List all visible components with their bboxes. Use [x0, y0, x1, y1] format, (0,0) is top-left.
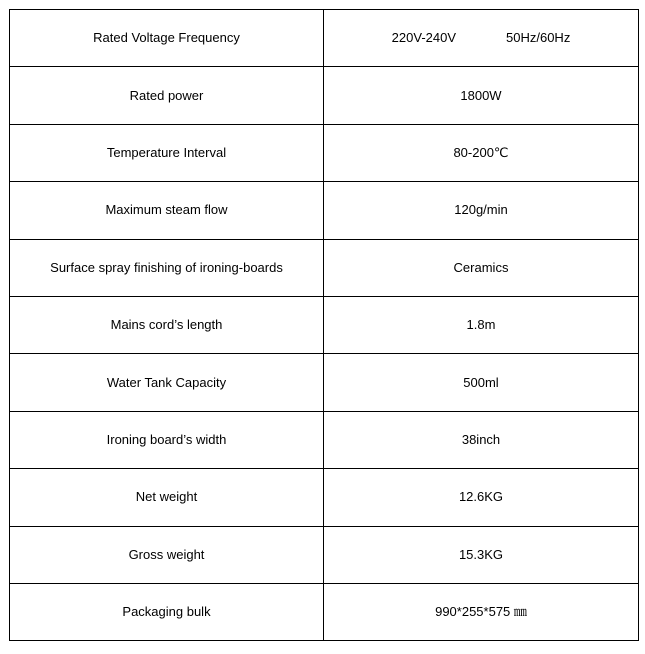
table-row	[10, 67, 639, 124]
spec-value: 15.3KG	[324, 526, 639, 583]
spec-value: Ceramics	[324, 239, 639, 296]
spec-value	[324, 10, 639, 67]
spec-label: Packaging bulk	[10, 583, 324, 640]
spec-value: 500ml	[324, 354, 639, 411]
spec-value: 1800W	[324, 67, 639, 124]
table-row	[10, 10, 639, 67]
spec-label: Ironing board’s width	[10, 411, 324, 468]
spec-label: Temperature Interval	[10, 124, 324, 181]
table-row	[10, 526, 639, 583]
table-row	[10, 124, 639, 181]
voltage-value: 220V-240V	[391, 30, 457, 46]
table-row	[10, 239, 639, 296]
spec-value: 80-200℃	[324, 124, 639, 181]
spec-label: Water Tank Capacity	[10, 354, 324, 411]
frequency-value: 50Hz/60Hz	[506, 30, 571, 46]
spec-label: Surface spray finishing of ironing-boards	[10, 239, 324, 296]
spec-label: Net weight	[10, 469, 324, 526]
table-row	[10, 469, 639, 526]
spec-value: 1.8m	[324, 296, 639, 353]
spec-value: 990*255*575 ㎜	[324, 583, 639, 640]
spec-label: Maximum steam flow	[10, 182, 324, 239]
spec-label: Rated power	[10, 67, 324, 124]
spec-value: 120g/min	[324, 182, 639, 239]
table-row	[10, 583, 639, 640]
table-row	[10, 354, 639, 411]
spec-value: 12.6KG	[324, 469, 639, 526]
table-row	[10, 411, 639, 468]
spec-label: Rated Voltage Frequency	[10, 10, 324, 67]
table-row	[10, 296, 639, 353]
voltage-frequency-values	[392, 30, 571, 46]
spec-table	[9, 9, 639, 641]
spec-label: Gross weight	[10, 526, 324, 583]
spec-value: 38inch	[324, 411, 639, 468]
table-row	[10, 182, 639, 239]
spec-label: Mains cord’s length	[10, 296, 324, 353]
